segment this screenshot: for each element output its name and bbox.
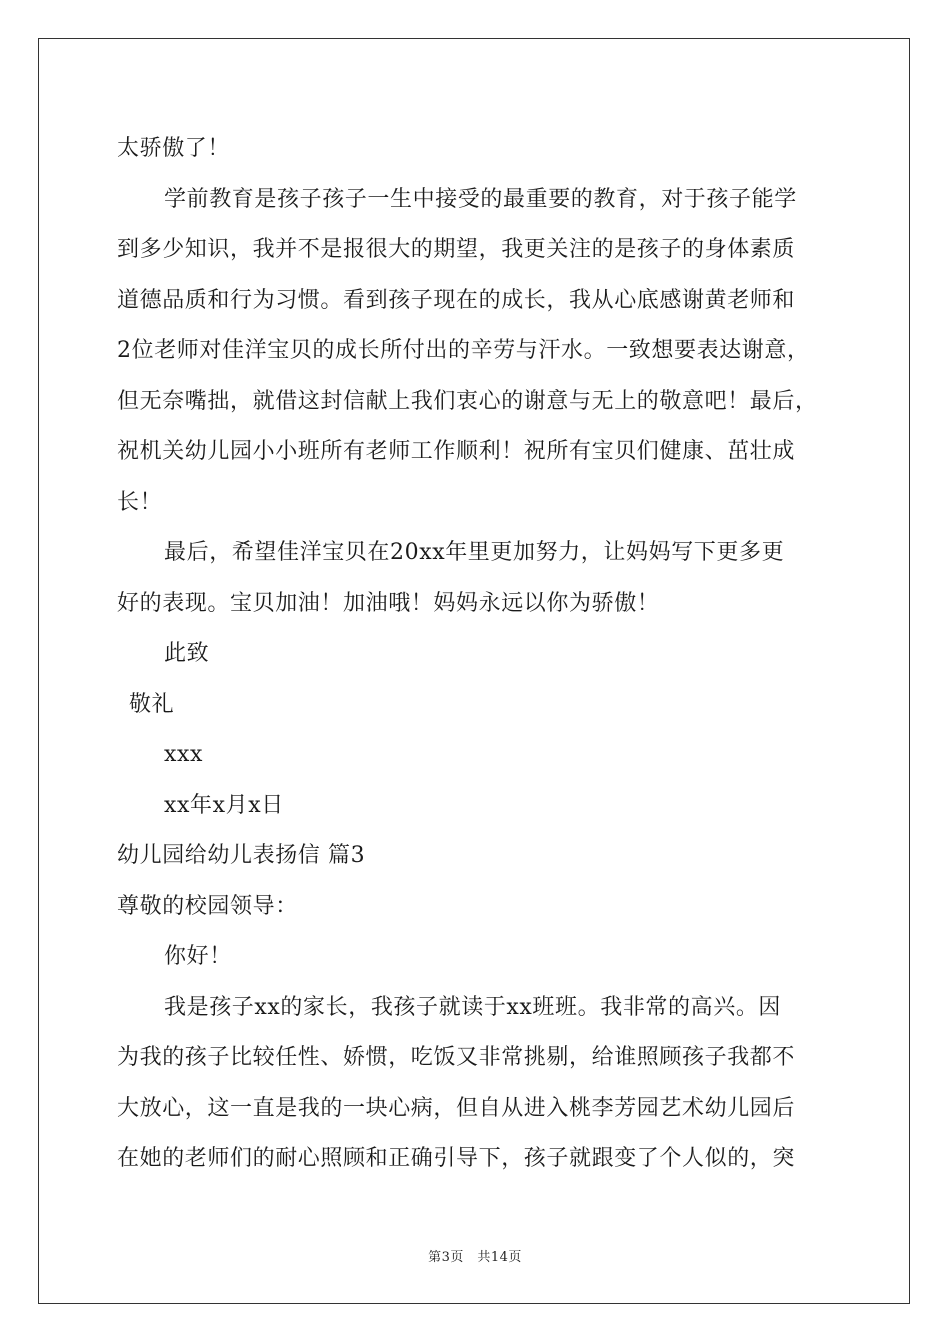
text-line: 在她的老师们的耐心照顾和正确引导下，孩子就跟变了个人似的，突: [117, 1146, 796, 1171]
letter-addressee: 尊敬的校园领导：: [117, 893, 298, 919]
text-line: 好的表现。宝贝加油！加油哦！妈妈永远以你为骄傲！: [117, 590, 660, 616]
page-number: 第3页 共14页: [428, 1250, 522, 1265]
signature-name: xxx: [164, 742, 204, 767]
text-line: 但无奈嘴拙，就借这封信献上我们衷心的谢意与无上的敬意吧！最后，: [117, 388, 818, 414]
text-line: 到多少知识，我并不是报很大的期望，我更关注的是孩子的身体素质: [117, 237, 796, 262]
text-line: 大放心，这一直是我的一块心病，但自从进入桃李芳园艺术幼儿园后: [117, 1095, 796, 1121]
text-line: 祝机关幼儿园小小班所有老师工作顺利！祝所有宝贝们健康、茁壮成: [117, 439, 796, 464]
text-line: 长！: [117, 489, 163, 515]
paragraph-start: 最后，希望佳洋宝贝在20xx年里更加努力，让妈妈写下更多更: [164, 540, 785, 565]
text-line: 太骄傲了！: [117, 136, 231, 161]
paragraph-start: 我是孩子xx的家长，我孩子就读于xx班班。我非常的高兴。因: [164, 994, 782, 1020]
greeting: 你好！: [164, 944, 232, 969]
document-body: [117, 124, 837, 1185]
text-line: 为我的孩子比较任性、娇惯，吃饭又非常挑剔，给谁照顾孩子我都不: [117, 1045, 796, 1070]
section-heading: 幼儿园给幼儿表扬信 篇3: [117, 843, 366, 868]
closing-regards: 敬礼: [129, 691, 175, 717]
signature-date: xx年x月x日: [164, 792, 284, 818]
paragraph-start: 学前教育是孩子孩子一生中接受的最重要的教育，对于孩子能学: [164, 186, 797, 212]
closing-salutation: 此致: [164, 641, 210, 666]
text-line: 道德品质和行为习惯。看到孩子现在的成长，我从心底感谢黄老师和: [117, 287, 796, 313]
text-line: 2位老师对佳洋宝贝的成长所付出的辛劳与汗水。一致想要表达谢意，: [117, 338, 810, 363]
